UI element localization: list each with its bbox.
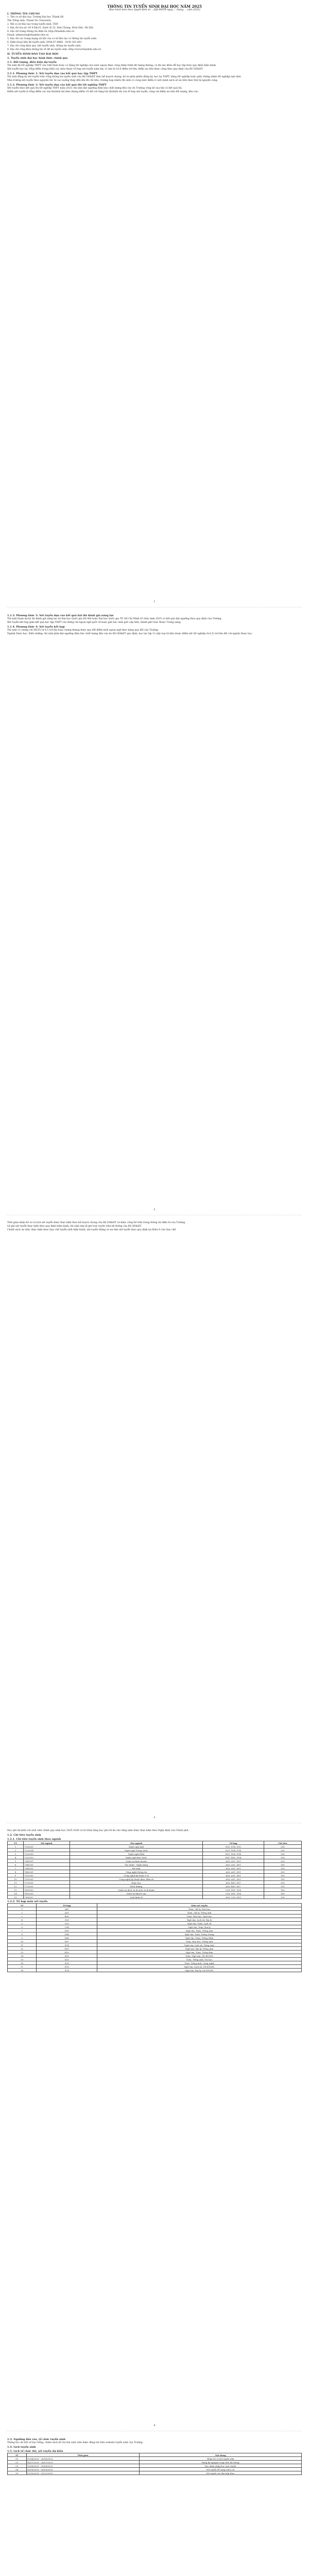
info-line: 6. Điện thoại liên hệ tuyển sinh: 0936.67.8866 - 0243.361.661	[7, 41, 82, 44]
table-cell: Tài chính - Ngân hàng	[70, 1863, 202, 1867]
table-cell: 7340201	[24, 1863, 70, 1867]
table-cell: Ngữ văn, Toán, Tiếng Anh	[97, 1929, 302, 1933]
table-cell: 07/04/2025 - 20/06/2025	[26, 2457, 140, 2461]
subject-combo-table	[7, 1903, 302, 1972]
table-cell: 16/07/2025 - 28/07/2025	[26, 2461, 140, 2464]
table-cell: 1	[8, 1907, 37, 1911]
table-cell: 100	[264, 1852, 301, 1856]
table-cell: 7510205	[24, 1874, 70, 1877]
info-line: 7. Địa chỉ công khai quy chế tuyển sinh, thông tin tuyển sinh:	[7, 45, 81, 47]
table-cell: 100	[264, 1877, 301, 1881]
table-cell: 18	[8, 1969, 37, 1972]
table-cell: 7340101	[24, 1859, 70, 1863]
table-cell: 01/09/2025 - 30/09/2025	[26, 2468, 140, 2471]
table-cell: 150	[264, 1888, 301, 1892]
subsection-heading: 1.2. Chỉ tiêu tuyển sinh	[7, 1834, 41, 1837]
table-cell: X74	[37, 1969, 97, 1972]
table-cell: 17	[8, 1965, 37, 1969]
table-header-cell: Chỉ tiêu	[264, 1841, 301, 1845]
table-cell: A01	[37, 1911, 97, 1914]
quota-table	[7, 1841, 302, 1899]
table-row	[8, 2471, 302, 2475]
table-row	[8, 1918, 302, 1922]
table-cell: 7480201	[24, 1870, 70, 1874]
table-cell: Điều dưỡng	[70, 1885, 202, 1888]
table-cell: 8	[8, 1870, 24, 1874]
table-cell: 9	[8, 1874, 24, 1877]
table-cell: 100	[264, 1863, 301, 1867]
table-cell: D01, D14, D15	[203, 1845, 264, 1849]
table-row	[8, 1852, 302, 1856]
table-cell: X25	[37, 1958, 97, 1961]
table-row	[8, 1859, 302, 1863]
table-row	[8, 1947, 302, 1951]
table-cell: D07	[37, 1940, 97, 1943]
table-cell: 2	[8, 1849, 24, 1852]
table-cell: Công nghệ kỹ thuật điện, điện tử	[70, 1877, 202, 1881]
page-number: 2	[153, 1208, 156, 1211]
table-cell: 4	[8, 1856, 24, 1859]
table-header-row	[8, 1904, 302, 1907]
subsection-heading: 1.1.2. Phương thức 2: Xét tuyển dựa vào kết quả thi tốt nghiệp THPT	[7, 83, 107, 87]
table-cell: D15	[37, 1947, 97, 1951]
table-cell: 7810103	[24, 1888, 70, 1892]
table-cell: Kế toán	[70, 1867, 202, 1870]
paragraph: Xét tuyển theo kết quả thi tốt nghiệp THPT năm 2025: thí sinh đạt ngưỡng đảm bảo chất lượng đầu vào do Trường công bố sau khi có kết quả thi.	[7, 87, 183, 90]
table-cell: 15	[8, 1958, 37, 1961]
page-1	[0, 4, 309, 94]
table-row	[8, 1856, 302, 1859]
table-cell: Toán, Tiếng Anh, Công nghệ	[97, 1961, 302, 1965]
document-title: THÔNG TIN TUYỂN SINH ĐẠI HỌC NĂM 2025	[107, 4, 202, 9]
table-cell: 4	[8, 1918, 37, 1922]
table-row	[8, 1863, 302, 1867]
table-cell: 22/08/2025 - 30/08/2025	[26, 2464, 140, 2468]
paragraph: Lệ phí xét tuyển thực hiện theo quy định hiện hành; thí sinh nộp lệ phí trực tuyến trên hệ thống của Bộ GD&ĐT.	[7, 1225, 142, 1228]
table-cell: 13	[8, 1951, 37, 1954]
table-cell: Ngữ văn, Lịch sử, GD KT&PL	[97, 1965, 302, 1969]
table-header-cell: Môn xét tuyển	[97, 1904, 302, 1907]
table-cell: D14	[37, 1943, 97, 1947]
table-header-row	[8, 2453, 302, 2457]
table-row	[8, 1925, 302, 1929]
table-row	[8, 1867, 302, 1870]
table-cell: Ngữ văn, Địa lý, GD KT&PL	[97, 1969, 302, 1972]
table-row	[8, 1845, 302, 1849]
table-header-cell: Nội dung	[140, 2453, 302, 2457]
table-cell: 9	[8, 1936, 37, 1940]
table-cell: Đăng ký nguyện vọng trên hệ thống	[140, 2461, 302, 2464]
paragraph: Xét tuyển học bạ: tổng điểm trung bình các môn thuộc tổ hợp xét tuyển năm lớp 12 đạt từ 18,0 điểm trở lên; điểm ưu tiên được cộng theo quy định của Bộ GD&ĐT.	[7, 68, 203, 71]
table-header-cell: TT	[8, 1904, 37, 1907]
table-cell: Quản trị dịch vụ du lịch và lữ hành	[70, 1888, 202, 1892]
page-number: 1	[153, 600, 156, 603]
table-row	[8, 1870, 302, 1874]
table-cell: Ngữ văn, Toán, Lịch sử	[97, 1922, 302, 1925]
table-header-cell: TT	[8, 1841, 24, 1845]
table-cell: 7510301	[24, 1877, 70, 1881]
paragraph: Thí sinh có chứng chỉ IELTS từ 4.5 trở lên hoặc tương đương được quy đổi điểm môn ngoại ngữ theo bảng quy đổi của Trường.	[7, 629, 159, 632]
table-row	[8, 2457, 302, 2461]
table-row	[8, 1849, 302, 1852]
table-cell: 100	[264, 1895, 301, 1899]
page-5	[0, 2437, 309, 2475]
paragraph: Nhà trường xét tuyển theo nguyên tắc từ cao xuống thấp đến khi đủ chỉ tiêu; trường hợp nhiều thí sinh có cùng mức điểm ở cuối danh sách sẽ ưu tiên theo thứ tự nguyện vọng.	[7, 79, 218, 82]
table-row	[8, 1874, 302, 1877]
table-cell: 14	[8, 1954, 37, 1958]
table-cell: 150	[264, 1856, 301, 1859]
table-row	[8, 1965, 302, 1969]
table-cell: C04	[37, 1925, 97, 1929]
table-cell: Quản trị kinh doanh	[70, 1859, 202, 1863]
table-cell: Ngôn ngữ Anh	[70, 1845, 202, 1849]
table-cell: 7810201	[24, 1892, 70, 1895]
table-cell: 7220204	[24, 1849, 70, 1852]
table-cell: A00, A01, D01	[203, 1870, 264, 1874]
table-cell: 150	[264, 1874, 301, 1877]
table-cell: 7220209	[24, 1852, 70, 1856]
table-row	[8, 1888, 302, 1892]
table-cell: A00	[37, 1907, 97, 1911]
table-cell: 05	[8, 2471, 27, 2475]
table-cell: 200	[264, 1859, 301, 1863]
table-header-cell: Tên ngành	[70, 1841, 202, 1845]
table-cell: Luật kinh tế	[70, 1895, 202, 1899]
table-cell: D01, D06, D14	[203, 1852, 264, 1856]
table-cell: 01	[8, 2457, 27, 2461]
table-cell: A00, A01, D01	[203, 1874, 264, 1877]
table-cell: 7380107	[24, 1895, 70, 1899]
table-row	[8, 1914, 302, 1918]
subsection-heading: 1.4. Lịch tuyển sinh	[7, 2446, 36, 2449]
table-cell: Dược học	[70, 1881, 202, 1885]
table-cell: Nhận hồ sơ xét tuyển sớm	[140, 2457, 302, 2461]
table-cell: X70	[37, 1965, 97, 1969]
table-cell: 7720201	[24, 1881, 70, 1885]
table-row	[8, 1933, 302, 1936]
table-cell: Toán, Ngữ văn, GD KT&PL	[97, 1954, 302, 1958]
table-row	[8, 1940, 302, 1943]
table-cell: 12	[8, 1947, 37, 1951]
table-row	[8, 1907, 302, 1911]
subsection-heading: 1.5. Lịch tổ chức thi, xét tuyển dự kiến	[7, 2450, 63, 2453]
table-row	[8, 1969, 302, 1972]
table-header-cell: Thời gian	[26, 2453, 140, 2457]
table-cell: 8	[8, 1933, 37, 1936]
table-cell: Quản trị khách sạn	[70, 1892, 202, 1895]
table-cell: DD2	[37, 1951, 97, 1954]
table-row	[8, 1936, 302, 1940]
info-line: Email: admission@thanhdo.edu.vn	[7, 34, 49, 37]
info-line: Tên Tiếng Anh: Thanh Do University	[7, 20, 52, 22]
table-row	[8, 1895, 302, 1899]
table-row	[8, 1885, 302, 1888]
table-header-cell: TT	[8, 2453, 27, 2457]
page-number: 3	[153, 1816, 156, 1819]
table-cell: A00, C00, D01	[203, 1895, 264, 1899]
table-cell: C00	[37, 1918, 97, 1922]
table-cell: 200	[264, 1845, 301, 1849]
table-cell: Ngữ văn, Địa lý, Tiếng Anh	[97, 1947, 302, 1951]
table-cell: Toán, Tiếng Anh, Tin học	[97, 1958, 302, 1961]
table-cell: D01, D04, D14	[203, 1849, 264, 1852]
table-cell: D01	[37, 1929, 97, 1933]
table-cell: C03	[37, 1922, 97, 1925]
table-cell: Ngữ văn, Lịch sử, Địa lý	[97, 1918, 302, 1922]
table-cell: Xét tuyển các đợt tiếp theo	[140, 2471, 302, 2475]
table-cell: 11	[8, 1881, 24, 1885]
table-cell: Ngữ văn, Toán, Tiếng Hàn	[97, 1951, 302, 1954]
section-heading-general: I. THÔNG TIN CHUNG	[7, 12, 40, 15]
table-row	[8, 1922, 302, 1925]
table-row	[8, 2468, 302, 2471]
table-cell: 7	[8, 1867, 24, 1870]
schedule-table	[7, 2453, 302, 2475]
table-cell: X26	[37, 1961, 97, 1965]
table-cell: Xét tuyển bổ sung (nếu có)	[140, 2468, 302, 2471]
table-cell: 150	[264, 1885, 301, 1888]
table-cell: A00, B00, D07	[203, 1881, 264, 1885]
table-cell: 150	[264, 1867, 301, 1870]
table-row	[8, 1892, 302, 1895]
table-cell: 04	[8, 2468, 27, 2471]
paragraph: Thí sinh tham dự kỳ thi đánh giá năng lực do Đại học Quốc gia Hà Nội hoặc Đại học Quốc gia TP. Hồ Chí Minh tổ chức năm 2025 có kết quả đạt ngưỡng theo quy định của Trường.	[7, 618, 222, 620]
table-cell: 7220201	[24, 1845, 70, 1849]
table-cell: 250	[264, 1870, 301, 1874]
table-row	[8, 2464, 302, 2468]
info-line: 4. Địa chỉ trang thông tin điện tử: http://thanhdo.edu.vn	[7, 30, 75, 33]
table-cell: Ngôn ngữ Trung Quốc	[70, 1849, 202, 1852]
table-cell: Ngôn ngữ Nhật	[70, 1852, 202, 1856]
subsection-heading: 1.1.3. Phương thức 3: Xét tuyển dựa vào kết quả bài thi đánh giá năng lực	[7, 614, 114, 617]
info-line: 3. Địa chỉ trụ sở: Số 8 Km15, Quốc lộ 32, Kim Chung, Hoài Đức, Hà Nội.	[7, 27, 94, 29]
table-cell: Toán, Hóa học, Sinh học	[97, 1914, 302, 1918]
section-heading-admission: II. TUYỂN SINH ĐÀO TẠO ĐẠI HỌC	[7, 53, 59, 56]
subsection-heading: 1.3. Ngưỡng đầu vào, tổ chức tuyển sinh	[7, 2438, 66, 2441]
table-row	[8, 1877, 302, 1881]
info-line: 1. Tên cơ sở đào tạo: Trường Đại học Thành Đô	[7, 16, 64, 19]
table-cell: 10	[8, 1877, 24, 1881]
table-cell: A00, A01, D01	[203, 1863, 264, 1867]
table-cell: Toán, Vật lý, Tiếng Anh	[97, 1911, 302, 1914]
table-cell: 15/10/2025 - 20/12/2025	[26, 2471, 140, 2475]
table-cell: Ngữ văn, Toán, Tiếng Nhật	[97, 1936, 302, 1940]
table-row	[8, 2461, 302, 2464]
table-header-cell: Tổ hợp	[37, 1904, 97, 1907]
table-cell: 6	[8, 1925, 37, 1929]
info-line: 5. Địa chỉ các trang mạng xã hội của cơ sở đào tạo có thông tin tuyển sinh:	[7, 38, 97, 40]
table-cell: C00, D01, D14	[203, 1892, 264, 1895]
page-3	[0, 1221, 309, 1232]
page-2	[0, 613, 309, 636]
table-cell: X01	[37, 1954, 97, 1958]
info-line: 8. Địa chỉ công khai thông tin về đề án tuyển sinh: http://www.thanhdo.edu.vn	[7, 48, 101, 51]
paragraph: Điểm xét tuyển là tổng điểm các bài thi/môn thi theo thang điểm 10 đối với từng bài thi/môn thi của tổ hợp xét tuyển, cộng với điểm ưu tiên đối tượng, khu vực.	[7, 91, 199, 93]
table-cell: A00, A01, D01	[203, 1859, 264, 1863]
table-cell: 7720301	[24, 1885, 70, 1888]
table-cell: B00	[37, 1914, 97, 1918]
table-cell: 5	[8, 1859, 24, 1863]
table-cell: D04	[37, 1933, 97, 1936]
table-row	[8, 1881, 302, 1885]
subsection-heading: 1.1.4. Phương thức 4: Xét tuyển kết hợp	[7, 625, 65, 629]
paragraph: Chính sách ưu tiên: thực hiện theo Quy chế tuyển sinh hiện hành; xét tuyển thẳng và ưu tiên xét tuyển theo quy định tại Điều 8 của Quy chế.	[7, 1229, 177, 1231]
subsection-heading: 1.1.1. Phương thức 1: Xét tuyển dựa vào kết quả học tập THPT	[7, 72, 98, 75]
table-cell: 16	[8, 1961, 37, 1965]
page-4	[0, 1829, 309, 1972]
table-cell: 15	[8, 1895, 24, 1899]
table-cell: 12	[8, 1885, 24, 1888]
paragraph: Thí sinh đăng ký xét tuyển trên cổng thông tin tuyển sinh của Bộ GD&ĐT theo kế hoạch chung; hồ sơ gồm phiếu đăng ký, học bạ THPT, bằng tốt nghiệp hoặc giấy chứng nhận tốt nghiệp tạm thời.	[7, 76, 242, 78]
subsection-heading: 1. Tuyển sinh đại học hình thức chính quy	[7, 57, 68, 60]
table-header-row	[8, 1841, 302, 1845]
table-cell: 7	[8, 1929, 37, 1933]
info-line: 2. Mã cơ sở đào tạo trong tuyển sinh: TDD	[7, 23, 58, 26]
table-header-cell: Tổ hợp	[203, 1841, 264, 1845]
table-cell: 11	[8, 1943, 37, 1947]
subsection-heading: 1.2.1. Chỉ tiêu tuyển sinh theo ngành	[7, 1838, 61, 1841]
table-cell: Toán, Hóa học, Tiếng Anh	[97, 1940, 302, 1943]
table-cell: 02	[8, 2461, 27, 2464]
document-subtitle: (Ban hành kèm theo Quyết định số .../QĐ-ĐHTĐ ngày ... tháng ... năm 2025)	[109, 9, 200, 11]
table-cell: 5	[8, 1922, 37, 1925]
table-cell: 14	[8, 1892, 24, 1895]
table-cell: Công nghệ thông tin	[70, 1870, 202, 1874]
page-number: 4	[153, 2424, 156, 2427]
subsection-heading: 1.2.2. Tổ hợp môn xét tuyển	[7, 1900, 48, 1903]
table-cell: Công nghệ kỹ thuật ô tô	[70, 1874, 202, 1877]
paragraph: Thông tin chi tiết về học bổng, chính sách hỗ trợ tân sinh viên được đăng tải trên website tuyển sinh của Trường.	[7, 2442, 144, 2444]
table-cell: Ngữ văn, Lịch sử, Tiếng Anh	[97, 1943, 302, 1947]
table-cell: Toán, Vật lý, Hóa học	[97, 1907, 302, 1911]
table-cell: Xác nhận nhập học trực tuyến	[140, 2464, 302, 2468]
paragraph: Thời gian nhận hồ sơ và lịch xét tuyển được thực hiện theo kế hoạch chung của Bộ GD&ĐT và được công bố trên trang thông tin điện tử của Trường.	[7, 1222, 186, 1224]
table-cell: D01, DD2, D14	[203, 1856, 264, 1859]
table-header-cell: Mã ngành	[24, 1841, 70, 1845]
table-cell: A00, A01, D01	[203, 1867, 264, 1870]
table-cell: 7220210	[24, 1856, 70, 1859]
table-row	[8, 1951, 302, 1954]
table-row	[8, 1958, 302, 1961]
table-cell: A00, A01, D01	[203, 1877, 264, 1881]
table-cell: D06	[37, 1936, 97, 1940]
table-cell: 250	[264, 1881, 301, 1885]
table-row	[8, 1961, 302, 1965]
table-cell: 6	[8, 1863, 24, 1867]
table-cell: Ngôn ngữ Hàn Quốc	[70, 1856, 202, 1859]
table-cell: 03	[8, 2464, 27, 2468]
subsection-heading: 1.1. Đối tượng, điều kiện dự tuyển	[7, 61, 57, 64]
table-cell: 3	[8, 1852, 24, 1856]
table-row	[8, 1943, 302, 1947]
table-row	[8, 1929, 302, 1933]
paragraph: Xét tuyển kết hợp giữa kết quả học tập THPT với chứng chỉ ngoại ngữ quốc tế hoặc giải học sinh giỏi cấp tỉnh, thành phố trực thuộc Trung ương.	[7, 621, 182, 624]
paragraph: Học phí dự kiến với sinh viên chính quy năm học 2025-2026 và lộ trình tăng học phí tối đa cho từng năm được thực hiện theo Nghị định của Chính phủ.	[7, 1829, 190, 1832]
table-cell: 13	[8, 1888, 24, 1892]
table-row	[8, 1954, 302, 1958]
table-cell: 200	[264, 1849, 301, 1852]
table-cell: Ngữ văn, Toán, Tiếng Trung	[97, 1933, 302, 1936]
table-cell: 7340301	[24, 1867, 70, 1870]
table-cell: 1	[8, 1845, 24, 1849]
table-cell: Ngữ văn, Toán, Địa lý	[97, 1925, 302, 1929]
table-cell: 3	[8, 1914, 37, 1918]
paragraph: Thí sinh đã tốt nghiệp THPT của Việt Nam hoặc có bằng tốt nghiệp của nước ngoài được công nhận trình độ tương đương; có đủ sức khỏe để học tập theo quy định hiện hành.	[7, 64, 217, 67]
table-cell: A00, B00, D07	[203, 1885, 264, 1888]
table-cell: 150	[264, 1892, 301, 1895]
table-row	[8, 1911, 302, 1914]
table-cell: 10	[8, 1940, 37, 1943]
paragraph: Ngành Dược học, Điều dưỡng: thí sinh phải đạt ngưỡng đảm bảo chất lượng đầu vào do Bộ GD&ĐT quy định; học lực lớp 12 xếp loại từ khá (hoặc điểm xét tốt nghiệp từ 6,5) trở lên đối với ngành Dược học.	[7, 633, 253, 635]
table-cell: C00, D01, D14	[203, 1888, 264, 1892]
general-info-list	[7, 15, 302, 52]
table-cell: 2	[8, 1911, 37, 1914]
